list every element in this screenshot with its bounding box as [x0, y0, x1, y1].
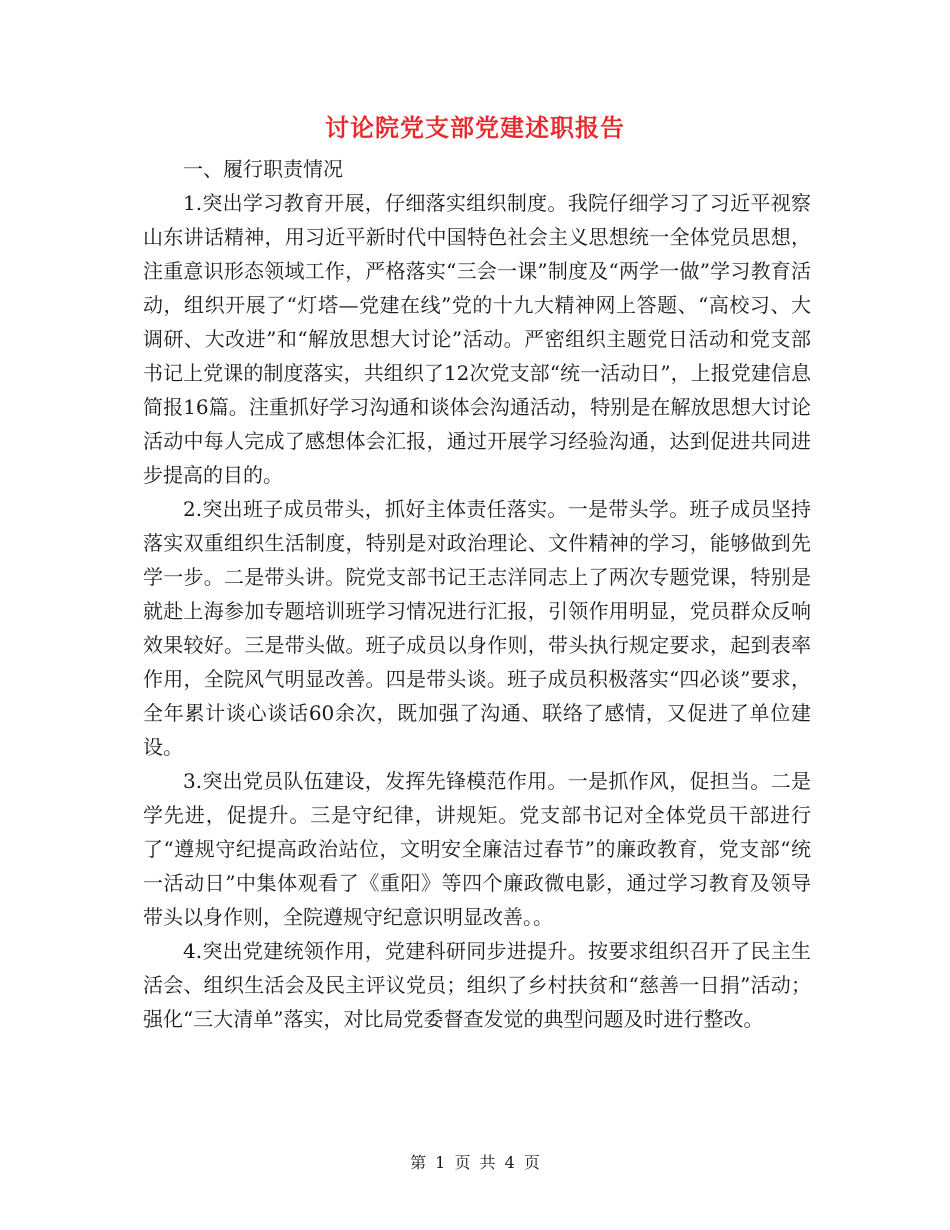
body-paragraph-4: 4.突出党建统领作用，党建科研同步进提升。按要求组织召开了民主生活会、组织生活会及民主评议党员；组织了乡村扶贫和“慈善一日捐”活动；强化“三大清单”落实，对比局党委督查发觉的典型问题及时进行整改。	[143, 939, 811, 1031]
body-paragraph-1: 1.突出学习教育开展，仔细落实组织制度。我院仔细学习了习近平视察山东讲话精神，用习近平新时代中国特色社会主义思想统一全体党员思想，注重意识形态领域工作，严格落实“三会一课”制度及“两学一做”学习教育活动，组织开展了“灯塔—党建在线”党的十九大精神网上答题、“高校习、大调研、大改进”和“解放思想大讨论”活动。严密组织主题党日活动和党支部书记上党课的制度落实，共组织了12次党支部“统一活动日”，上报党建信息简报16篇。注重抓好学习沟通和谈体会沟通活动，特别是在解放思想大讨论活动中每人完成了感想体会汇报，通过开展学习经验沟通，达到促进共同进步提高的目的。	[143, 191, 811, 487]
document-title: 讨论院党支部党建述职报告	[325, 113, 625, 142]
body-paragraph-2: 2.突出班子成员带头，抓好主体责任落实。一是带头学。班子成员坚持落实双重组织生活制度，特别是对政治理论、文件精神的学习，能够做到先学一步。二是带头讲。院党支部书记王志洋同志上了两次专题党课，特别是就赴上海参加专题培训班学习情况进行汇报，引领作用明显，党员群众反响效果较好。三是带头做。班子成员以身作则，带头执行规定要求，起到表率作用，全院风气明显改善。四是带头谈。班子成员积极落实“四必谈”要求，全年累计谈心谈话60余次，既加强了沟通、联络了感情，又促进了单位建设。	[143, 497, 811, 759]
section-heading: 一、履行职责情况	[183, 157, 343, 181]
page-number: 第 1 页 共 4 页	[410, 1153, 540, 1172]
body-paragraph-3: 3.突出党员队伍建设，发挥先锋模范作用。一是抓作风，促担当。二是学先进，促提升。三是守纪律，讲规矩。党支部书记对全体党员干部进行了“遵规守纪提高政治站位，文明安全廉洁过春节”的廉政教育，党支部“统一活动日”中集体观看了《重阳》等四个廉政微电影，通过学习教育及领导带头以身作则，全院遵规守纪意识明显改善。。	[143, 769, 811, 929]
document-body	[143, 152, 811, 1036]
